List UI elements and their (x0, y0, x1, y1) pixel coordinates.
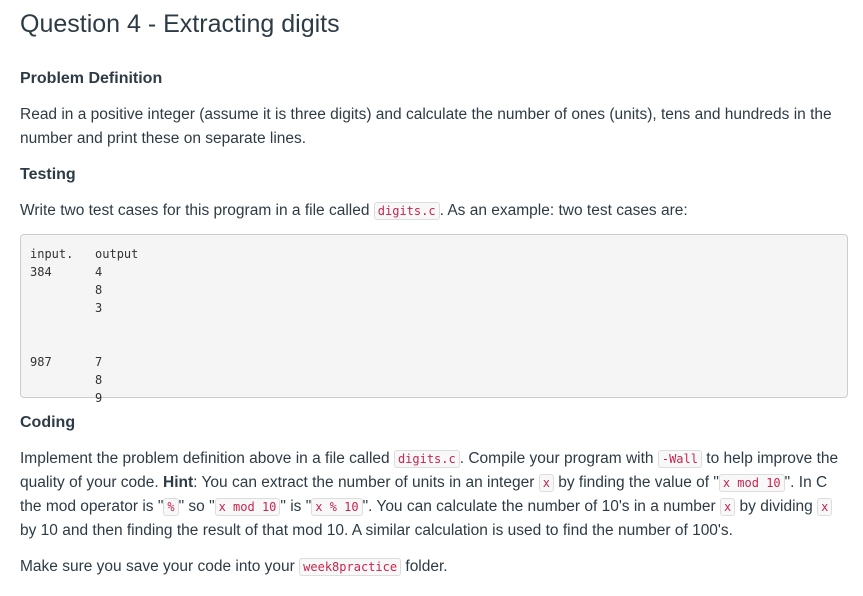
testing-text-part: . As an example: two test cases are: (439, 202, 688, 219)
coding-text-part: : You can extract the number of units in an integer (193, 474, 539, 491)
testing-heading: Testing (20, 166, 76, 183)
save-text-part: Make sure you save your code into your (20, 558, 300, 575)
problem-text: Read in a positive integer (assume it is three digits) and calculate the number of ones (units), tens and hundreds in the number and print these on separate lines. (20, 106, 832, 147)
test-cases-code: input. output 384 4 8 3 987 7 8 9 (30, 247, 139, 405)
save-instruction (20, 555, 850, 579)
inline-code: % (163, 498, 178, 516)
testing-text (20, 199, 850, 223)
test-cases-code-block (20, 234, 848, 405)
save-text-part: folder. (401, 558, 448, 575)
inline-code: x (539, 474, 554, 492)
coding-text-part: by finding the value of " (553, 474, 719, 491)
testing-text-part: Write two test cases for this program in a file called (20, 202, 374, 219)
coding-text-part: " so " (178, 498, 215, 515)
coding-text-part: " is " (280, 498, 312, 515)
inline-code: x mod 10 (719, 474, 785, 492)
inline-code: x (817, 498, 832, 516)
coding-text-part: . Compile your program with (459, 450, 658, 467)
page-title: Question 4 - Extracting digits (20, 10, 340, 38)
coding-text-part: to help improve the quality of your code. (20, 450, 839, 491)
inline-code: digits.c (394, 450, 460, 468)
inline-code: -Wall (658, 450, 702, 468)
coding-text (20, 447, 850, 543)
inline-code: digits.c (374, 202, 440, 220)
coding-text-part: ". You can calculate the number of 10's in a number (362, 498, 721, 515)
inline-code: week8practice (299, 558, 401, 576)
inline-code: x mod 10 (215, 498, 281, 516)
coding-text-part: by 10 and then finding the result of that mod 10. A similar calculation is used to find the number of 100's. (20, 522, 733, 539)
coding-text-part: Implement the problem definition above in a file called (20, 450, 394, 467)
hint-label: Hint (163, 474, 194, 491)
coding-heading: Coding (20, 414, 76, 431)
inline-code: x % 10 (311, 498, 362, 516)
coding-text-part: ". In C the mod operator is " (20, 474, 828, 515)
problem-heading: Problem Definition (20, 70, 163, 87)
coding-text-part: by dividing (735, 498, 818, 515)
inline-code: x (720, 498, 735, 516)
